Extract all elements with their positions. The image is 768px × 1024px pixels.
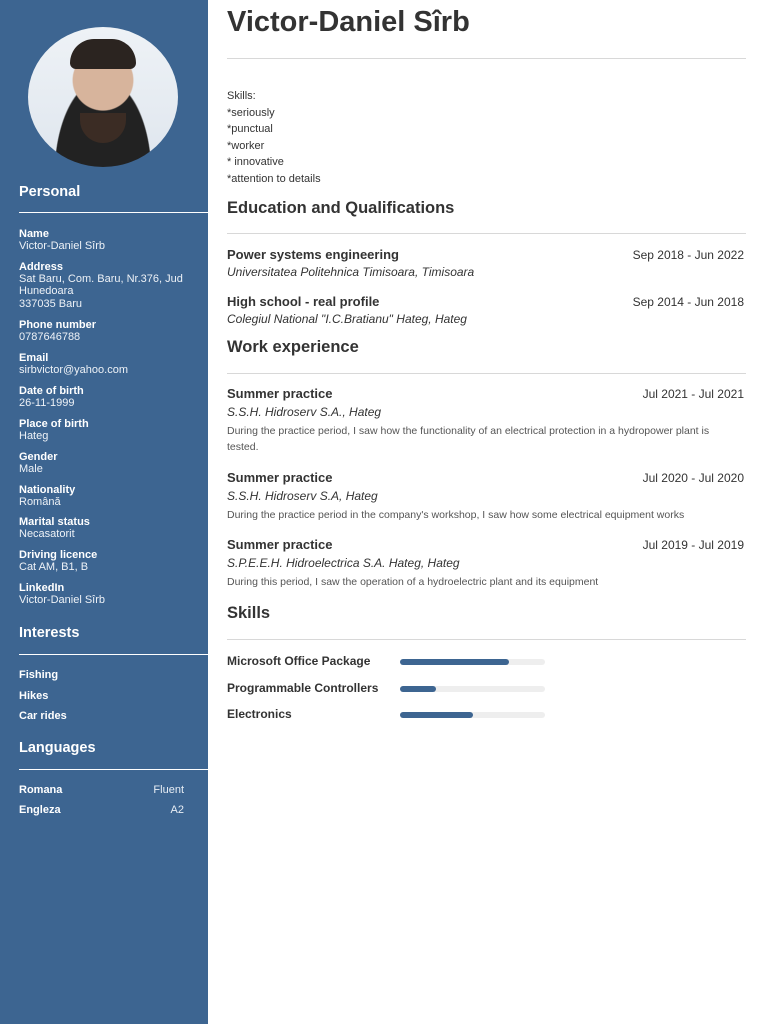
personal-label: Place of birth xyxy=(19,418,89,430)
summary-line: Skills: xyxy=(227,90,256,102)
work-org: S.P.E.E.H. Hidroelectrica S.A. Hateg, Hateg xyxy=(227,556,460,570)
personal-heading: Personal xyxy=(19,184,81,200)
work-divider xyxy=(227,373,746,374)
personal-value: Română xyxy=(19,496,61,508)
personal-address xyxy=(19,261,204,310)
education-date: Sep 2018 - Jun 2022 xyxy=(632,248,744,262)
summary-line: *attention to details xyxy=(227,172,321,185)
interest-item: Fishing xyxy=(19,669,59,681)
summary-line: *worker xyxy=(227,139,265,152)
personal-value: 0787646788 xyxy=(19,331,81,343)
personal-linkedin xyxy=(19,582,204,606)
personal-label: LinkedIn xyxy=(19,582,65,594)
personal-value: Victor-Daniel Sîrb xyxy=(19,594,105,606)
personal-nationality xyxy=(19,484,204,508)
personal-value: 337035 Baru xyxy=(19,297,82,310)
personal-label: Phone number xyxy=(19,319,97,331)
skill-name: Electronics xyxy=(227,707,292,721)
personal-value: 26-11-1999 xyxy=(19,397,75,409)
languages-heading: Languages xyxy=(19,740,96,756)
skill-name: Programmable Controllers xyxy=(227,681,379,695)
education-org: Universitatea Politehnica Timisoara, Timisoara xyxy=(227,265,475,279)
personal-value: Hateg xyxy=(19,430,49,442)
personal-value: Victor-Daniel Sîrb xyxy=(19,240,105,252)
work-title: Summer practice xyxy=(227,386,333,401)
personal-label: Gender xyxy=(19,451,58,463)
skill-level-bar xyxy=(400,712,545,718)
skills-divider xyxy=(227,639,746,640)
page-title: Victor-Daniel Sîrb xyxy=(227,6,470,38)
work-title: Summer practice xyxy=(227,470,333,485)
personal-label: Address xyxy=(19,261,64,273)
skill-level-fill xyxy=(400,686,436,692)
personal-label: Email xyxy=(19,352,49,364)
personal-licence xyxy=(19,549,204,573)
personal-label: Nationality xyxy=(19,484,76,496)
skill-name: Microsoft Office Package xyxy=(227,654,371,668)
sidebar xyxy=(0,0,208,1024)
interest-item: Car rides xyxy=(19,710,67,722)
work-date: Jul 2019 - Jul 2019 xyxy=(642,538,744,552)
summary-line: *seriously xyxy=(227,106,275,119)
work-date: Jul 2020 - Jul 2020 xyxy=(642,471,744,485)
language-level: A2 xyxy=(170,804,184,816)
work-description: During the practice period, I saw how the functionality of an electrical protection in a hydropower plant is tested. xyxy=(227,425,710,453)
personal-value: sirbvictor@yahoo.com xyxy=(19,364,128,376)
education-org: Colegiul National "I.C.Bratianu" Hateg, Hateg xyxy=(227,312,467,326)
personal-pob xyxy=(19,418,204,442)
language-name: Romana xyxy=(19,784,63,796)
education-heading: Education and Qualifications xyxy=(227,199,455,217)
summary xyxy=(227,88,321,187)
work-title: Summer practice xyxy=(227,537,333,552)
personal-dob xyxy=(19,385,204,409)
interests-heading: Interests xyxy=(19,625,80,641)
personal-phone xyxy=(19,319,204,343)
languages-divider xyxy=(19,769,208,770)
work-description: During this period, I saw the operation of a hydroelectric plant and its equipment xyxy=(227,576,599,588)
personal-label: Name xyxy=(19,228,49,240)
interest-item: Hikes xyxy=(19,690,49,702)
personal-value: Hunedoara xyxy=(19,285,74,298)
personal-value: Male xyxy=(19,463,43,475)
education-date: Sep 2014 - Jun 2018 xyxy=(632,295,744,309)
personal-gender xyxy=(19,451,204,475)
summary-line: * innovative xyxy=(227,156,284,168)
work-date: Jul 2021 - Jul 2021 xyxy=(642,387,744,401)
personal-label: Marital status xyxy=(19,516,90,528)
personal-marital xyxy=(19,516,204,540)
work-heading: Work experience xyxy=(227,338,359,356)
personal-name xyxy=(19,228,204,252)
work-org: S.S.H. Hidroserv S.A, Hateg xyxy=(227,489,378,503)
personal-label: Driving licence xyxy=(19,549,98,561)
personal-value: Sat Baru, Com. Baru, Nr.376, Jud xyxy=(19,273,183,285)
education-divider xyxy=(227,233,746,234)
photo-beard xyxy=(80,113,126,143)
language-name: Engleza xyxy=(19,804,61,816)
work-description: During the practice period in the company's workshop, I saw how some electrical equipment works xyxy=(227,509,685,521)
skill-level-fill xyxy=(400,659,509,665)
personal-value: Necasatorit xyxy=(19,528,75,540)
skill-level-bar xyxy=(400,686,545,692)
interests-divider xyxy=(19,654,208,655)
summary-line: *punctual xyxy=(227,123,273,135)
title-divider xyxy=(227,58,746,59)
personal-label: Date of birth xyxy=(19,385,84,397)
personal-email xyxy=(19,352,204,376)
personal-value: Cat AM, B1, B xyxy=(19,561,89,573)
profile-photo xyxy=(28,27,178,167)
skills-heading: Skills xyxy=(227,604,271,622)
language-level: Fluent xyxy=(153,784,184,796)
education-title: Power systems engineering xyxy=(227,247,399,262)
skill-level-fill xyxy=(400,712,473,718)
skill-level-bar xyxy=(400,659,545,665)
education-title: High school - real profile xyxy=(227,294,380,309)
personal-divider xyxy=(19,212,208,213)
photo-hair xyxy=(70,39,136,69)
work-org: S.S.H. Hidroserv S.A., Hateg xyxy=(227,405,382,419)
